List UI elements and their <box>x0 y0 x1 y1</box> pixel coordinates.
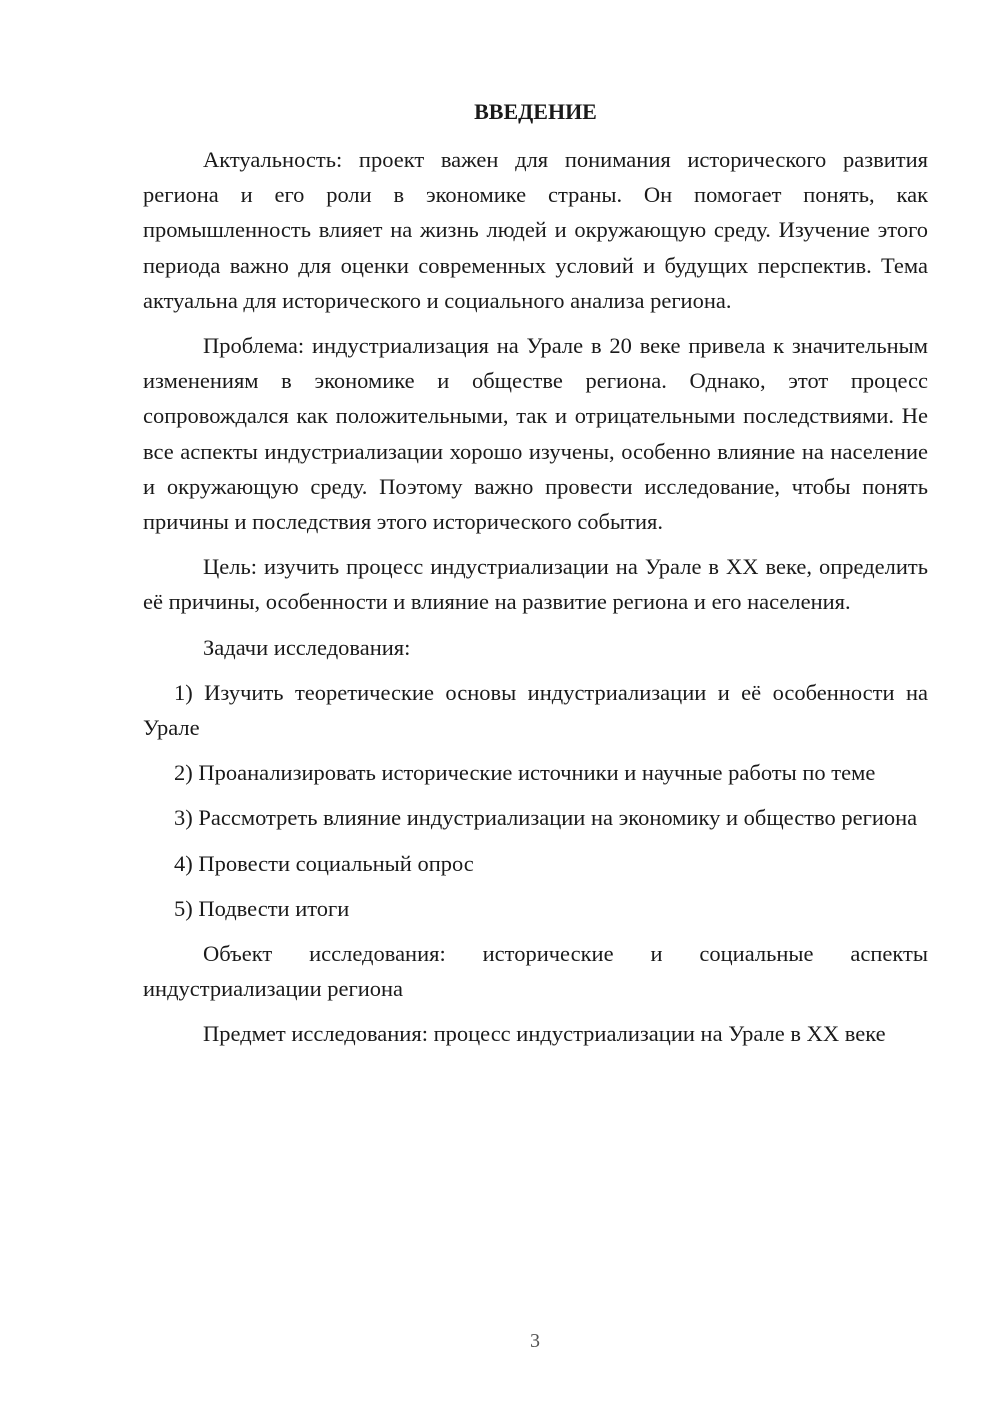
tasks-heading: Задачи исследования: <box>203 634 411 660</box>
task-item: 5) Подвести итоги <box>174 895 350 921</box>
task-item: 2) Проанализировать исторические источники и научные работы по теме <box>174 760 876 786</box>
task-item: 1) Изучить теоретические основы индустриализации и её особенности на Урале <box>143 679 928 741</box>
paragraph-relevance: Актуальность: проект важен для понимания исторического развития региона и его роли в экономике страны. Он помогает понять, как промышленность влияет на жизнь людей и окружающую среду. Изучение этого периода важно для оценки современных условий и будущих перспектив. Тема актуальна для исторического и социального анализа региона. <box>143 147 928 313</box>
page-number: 3 <box>530 1330 540 1352</box>
page-title: ВВЕДЕНИЕ <box>474 99 597 124</box>
paragraph-subject: Предмет исследования: процесс индустриализации на Урале в XX веке <box>203 1021 886 1047</box>
paragraph-goal: Цель: изучить процесс индустриализации на Урале в XX веке, определить её причины, особенности и влияние на развитие региона и его населения. <box>143 554 928 615</box>
paragraph-problem: Проблема: индустриализация на Урале в 20 веке привела к значительным изменениям в экономике и обществе региона. Однако, этот процесс сопровождался как положительными, так и отрицательными последствиями. Не все аспекты индустриализации хорошо изучены, особенно влияние на население и окружающую среду. Поэтому важно провести исследование, чтобы понять причины и последствия этого исторического события. <box>143 333 928 535</box>
task-item: 3) Рассмотреть влияние индустриализации на экономику и общество региона <box>174 805 918 831</box>
task-item: 4) Провести социальный опрос <box>174 850 474 876</box>
page-body <box>143 94 928 1062</box>
paragraph-object: Объект исследования: исторические и социальные аспекты индустриализации региона <box>143 941 928 1002</box>
